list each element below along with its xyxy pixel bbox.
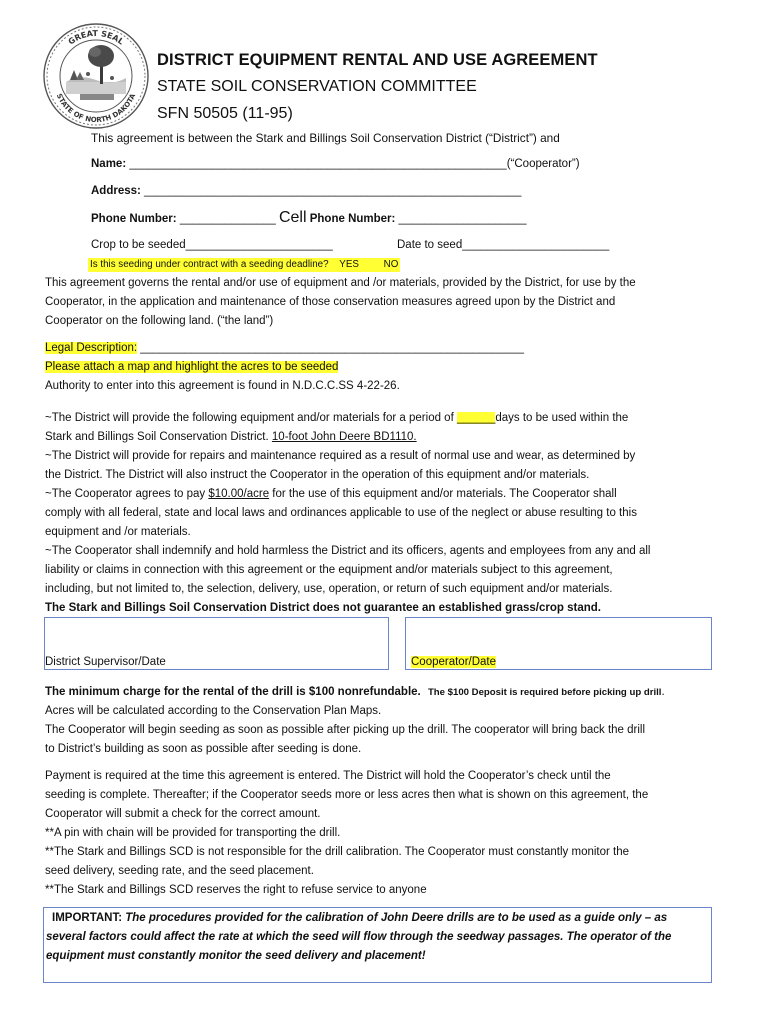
date-label: Date to seed xyxy=(397,239,463,251)
address-label: Address: xyxy=(91,185,141,197)
calibration-note-2: seed delivery, seeding rate, and the seed placement. xyxy=(45,865,314,877)
repairs-line-2: the District. The District will also instruct the Cooperator in the operation of this equipment and/or materials. xyxy=(45,469,590,481)
address-row xyxy=(91,182,521,201)
no-option[interactable]: NO xyxy=(383,259,399,270)
cooperator-signature-text: Cooperator/Date xyxy=(411,656,497,668)
date-row xyxy=(397,236,609,255)
crop-row xyxy=(91,236,333,255)
calibration-note-1: **The Stark and Billings SCD is not responsible for the drill calibration. The Cooperator must constantly monitor the xyxy=(45,846,630,858)
equipment-line xyxy=(45,428,417,447)
phone-field[interactable]: _______________ xyxy=(176,213,276,225)
name-field[interactable]: ___________________________________________________________ xyxy=(126,158,507,170)
phone-label: Phone Number: xyxy=(91,213,177,225)
pay-text-end: for the use of this equipment and/or materials. The Cooperator shall xyxy=(269,488,617,500)
comply-line-1: comply with all federal, state and local laws and ordinances applicable to use of the neglect or abuse resulting to this xyxy=(45,507,637,519)
equipment-name: 10-foot John Deere BD1110. xyxy=(271,431,417,443)
period-text: ~The District will provide the following equipment and/or materials for a period of xyxy=(45,412,457,424)
name-row xyxy=(91,155,580,174)
payment-line-2: seeding is complete. Thereafter; if the Cooperator seeds more or less acres then what is shown on this agreement, the xyxy=(45,789,649,801)
minimum-charge: The minimum charge for the rental of the drill is $100 nonrefundable. xyxy=(45,686,421,698)
legal-row xyxy=(45,339,524,358)
indemnify-line-2: liability or claims in connection with this agreement or the equipment and/or materials subject to this agreement, xyxy=(45,564,613,576)
governs-line-3: Cooperator on the following land. (“the land”) xyxy=(45,315,274,327)
cell-phone-label: Phone Number: xyxy=(309,213,396,225)
pay-rate: $10.00/acre xyxy=(208,488,270,500)
acres-line: Acres will be calculated according to the Conservation Plan Maps. xyxy=(45,705,382,717)
repairs-line-1: ~The District will provide for repairs and maintenance required as a result of normal use and wear, as determined by xyxy=(45,450,636,462)
period-days-field[interactable]: ______ xyxy=(456,412,496,424)
authority-line: Authority to enter into this agreement is found in N.D.C.C.SS 4-22-26. xyxy=(45,380,400,392)
crop-label: Crop to be seeded xyxy=(91,239,186,251)
pay-line xyxy=(45,485,617,504)
equipment-line-text: Stark and Billings Soil Conservation District. xyxy=(45,431,272,443)
date-field[interactable]: _______________________ xyxy=(462,239,610,251)
cooperator-signature-label xyxy=(411,653,496,672)
important-line-2: several factors could affect the rate at which the seed will flow through the seedway passages. The operator of the xyxy=(46,931,672,943)
committee-name: STATE SOIL CONSERVATION COMMITTEE xyxy=(157,78,477,95)
important-line-3: equipment must constantly monitor the seed delivery and placement! xyxy=(46,950,426,962)
seal-bottom-text: STATE OF NORTH DAKOTA xyxy=(54,92,138,125)
comply-line-2: equipment and /or materials. xyxy=(45,526,191,538)
yes-option[interactable]: YES xyxy=(339,259,359,270)
attach-map-note xyxy=(45,358,338,377)
important-label: IMPORTANT: xyxy=(52,912,123,924)
cell-phone-field[interactable]: ____________________ xyxy=(395,213,527,225)
pay-text: ~The Cooperator agrees to pay xyxy=(45,488,209,500)
payment-line-1: Payment is required at the time this agreement is entered. The District will hold the Cooperator’s check until the xyxy=(45,770,611,782)
intro-line: This agreement is between the Stark and Billings Soil Conservation District (“District”) and xyxy=(91,131,560,145)
cooperator-suffix: (“Cooperator”) xyxy=(506,158,580,170)
important-line-1 xyxy=(46,909,667,929)
state-seal-logo xyxy=(40,22,152,130)
pin-chain-note: **A pin with chain will be provided for transporting the drill. xyxy=(45,827,341,839)
refuse-service-note: **The Stark and Billings SCD reserves the right to refuse service to anyone xyxy=(45,884,427,896)
legal-label: Legal Description: xyxy=(45,342,138,354)
seal-top-text: GREAT SEAL xyxy=(66,28,126,47)
seeding-line-2: to District’s building as soon as possible after seeding is done. xyxy=(45,743,362,755)
crop-field[interactable]: _______________________ xyxy=(185,239,333,251)
cell-word: Cell xyxy=(278,209,307,226)
district-signature-label: District Supervisor/Date xyxy=(45,656,166,668)
contract-question-row xyxy=(88,258,400,272)
attach-map-text: Please attach a map and highlight the acres to be seeded xyxy=(45,361,339,373)
period-line xyxy=(45,409,628,428)
minimum-charge-line xyxy=(45,683,665,702)
name-label: Name: xyxy=(91,158,127,170)
legal-field[interactable]: ____________________________________________________________ xyxy=(137,342,525,354)
payment-line-3: Cooperator will submit a check for the correct amount. xyxy=(45,808,321,820)
address-field[interactable]: ___________________________________________________________ xyxy=(140,185,522,197)
governs-line-1: This agreement governs the rental and/or use of equipment and /or materials, provided by the District, for use by the xyxy=(45,277,636,289)
phone-row xyxy=(91,208,526,229)
indemnify-line-1: ~The Cooperator shall indemnify and hold harmless the District and its officers, agents and employees from any and all xyxy=(45,545,651,557)
seeding-line-1: The Cooperator will begin seeding as soon as possible after picking up the drill. The cooperator will bring back the drill xyxy=(45,724,646,736)
indemnify-line-3: including, but not limited to, the selection, delivery, use, operation, or return of such equipment and/or materials. xyxy=(45,583,613,595)
governs-line-2: Cooperator, in the application and maintenance of those conservation measures agreed upon by the District and xyxy=(45,296,616,308)
important-text-1: The procedures provided for the calibration of John Deere drills are to be used as a guide only – as xyxy=(122,912,668,924)
deposit-note: The $100 Deposit is required before picking up drill xyxy=(427,687,662,698)
period-text-end: days to be used within the xyxy=(495,412,629,424)
no-guarantee-line: The Stark and Billings Soil Conservation District does not guarantee an established grass/crop stand. xyxy=(45,602,601,614)
form-number: SFN 50505 (11-95) xyxy=(157,105,293,122)
contract-question: Is this seeding under contract with a seeding deadline? xyxy=(90,259,329,270)
deposit-note-end: . xyxy=(661,686,665,698)
document-title: DISTRICT EQUIPMENT RENTAL AND USE AGREEMENT xyxy=(157,51,598,69)
